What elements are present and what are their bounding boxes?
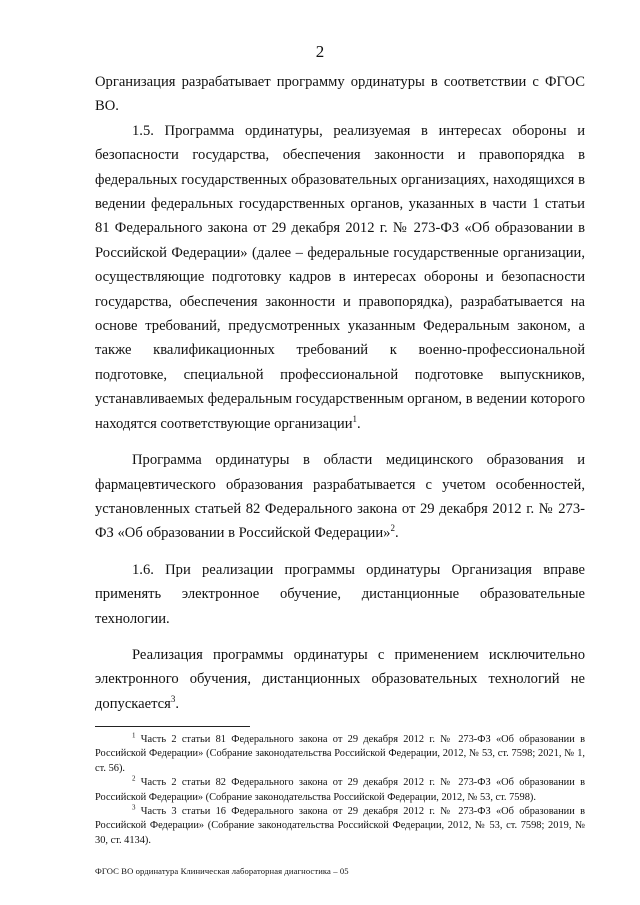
- paragraph-medical-education-text: Программа ординатуры в области медицинского образования и фармацевтического образования разрабатывается с учетом особенностей, установленных статьей 82 Федерального закона от 29 декабря 2012 г. № 273-ФЗ «Об образовании в Российской Федерации»: [95, 452, 585, 542]
- footnote-ref-3: 3: [170, 693, 176, 704]
- paragraph-distance-learning: [95, 643, 585, 716]
- footnote-ref-1: 1: [352, 413, 357, 424]
- footnote-separator: [95, 726, 250, 727]
- paragraph-1-6: 1.6. При реализации программы ординатуры Организация вправе применять электронное обучение, дистанционные образовательные технологии.: [95, 561, 585, 627]
- footnotes: [95, 733, 585, 848]
- page-footer: ФГОС ВО ординатура Клиническая лабораторная диагностика – 05: [95, 866, 349, 876]
- footnote-mark-3: 3: [132, 803, 136, 812]
- footnote-text-2: Часть 2 статьи 82 Федерального закона от 29 декабря 2012 г. № 273-ФЗ «Об образовании в Российской Федерации» (Собрание законодательства Российской Федерации, 2012, № 53, ст. 7598).: [95, 777, 585, 803]
- paragraph-organization: Организация разрабатывает программу ординатуры в соответствии с ФГОС ВО.: [95, 74, 585, 115]
- footnote-1: [95, 733, 585, 776]
- footnote-text-1: Часть 2 статьи 81 Федерального закона от 29 декабря 2012 г. № 273-ФЗ «Об образовании в Российской Федерации» (Собрание законодательства Российской Федерации, 2012, № 53, ст. 7598; 2021, № 1, ст. 56).: [95, 734, 585, 774]
- page-number: 2: [315, 42, 325, 61]
- footnote-2: [95, 776, 585, 805]
- paragraph-medical-education: [95, 448, 585, 546]
- paragraph-1-5: [95, 119, 585, 436]
- footnote-mark-2: 2: [132, 774, 136, 783]
- document-body: [95, 70, 585, 716]
- paragraph-distance-learning-text: Реализация программы ординатуры с применением исключительно электронного обучения, дистанционных образовательных технологий не допускается: [95, 646, 585, 712]
- paragraph-distance-learning-end: .: [175, 695, 180, 712]
- footnote-text-3: Часть 3 статьи 16 Федерального закона от 29 декабря 2012 г. № 273-ФЗ «Об образовании в Российской Федерации» (Собрание законодательства Российской Федерации, 2012, № 53, ст. 7598; 2019, № 30, ст. 4134).: [95, 806, 585, 846]
- paragraph-1-5-text: 1.5. Программа ординатуры, реализуемая в интересах обороны и безопасности государства, обеспечения законности и правопорядка в федеральных государственных образовательных организациях, находящихся в ведении федеральных государственных органов, указанных в части 1 статьи 81 Федерального закона от 29 декабря 2012 г. № 273-ФЗ «Об образовании в Российской Федерации» (далее – федеральные государственные организации, осуществляющие подготовку кадров в интересах обороны и безопасности государства, обеспечения законности и правопорядка), разрабатывается на основе требований, предусмотренных указанным Федеральным законом, а также квалификационных требований к военно-профессиональной подготовке, специальной профессиональной подготовке выпускников, устанавливаемых федеральным государственным органом, в ведении которого находятся соответствующие организации: [95, 122, 585, 432]
- paragraph-medical-education-end: .: [394, 525, 399, 542]
- footnote-3: [95, 805, 585, 848]
- footnote-ref-2: 2: [390, 523, 395, 534]
- footnote-mark-1: 1: [132, 731, 136, 740]
- paragraph-1-5-end: .: [357, 415, 361, 432]
